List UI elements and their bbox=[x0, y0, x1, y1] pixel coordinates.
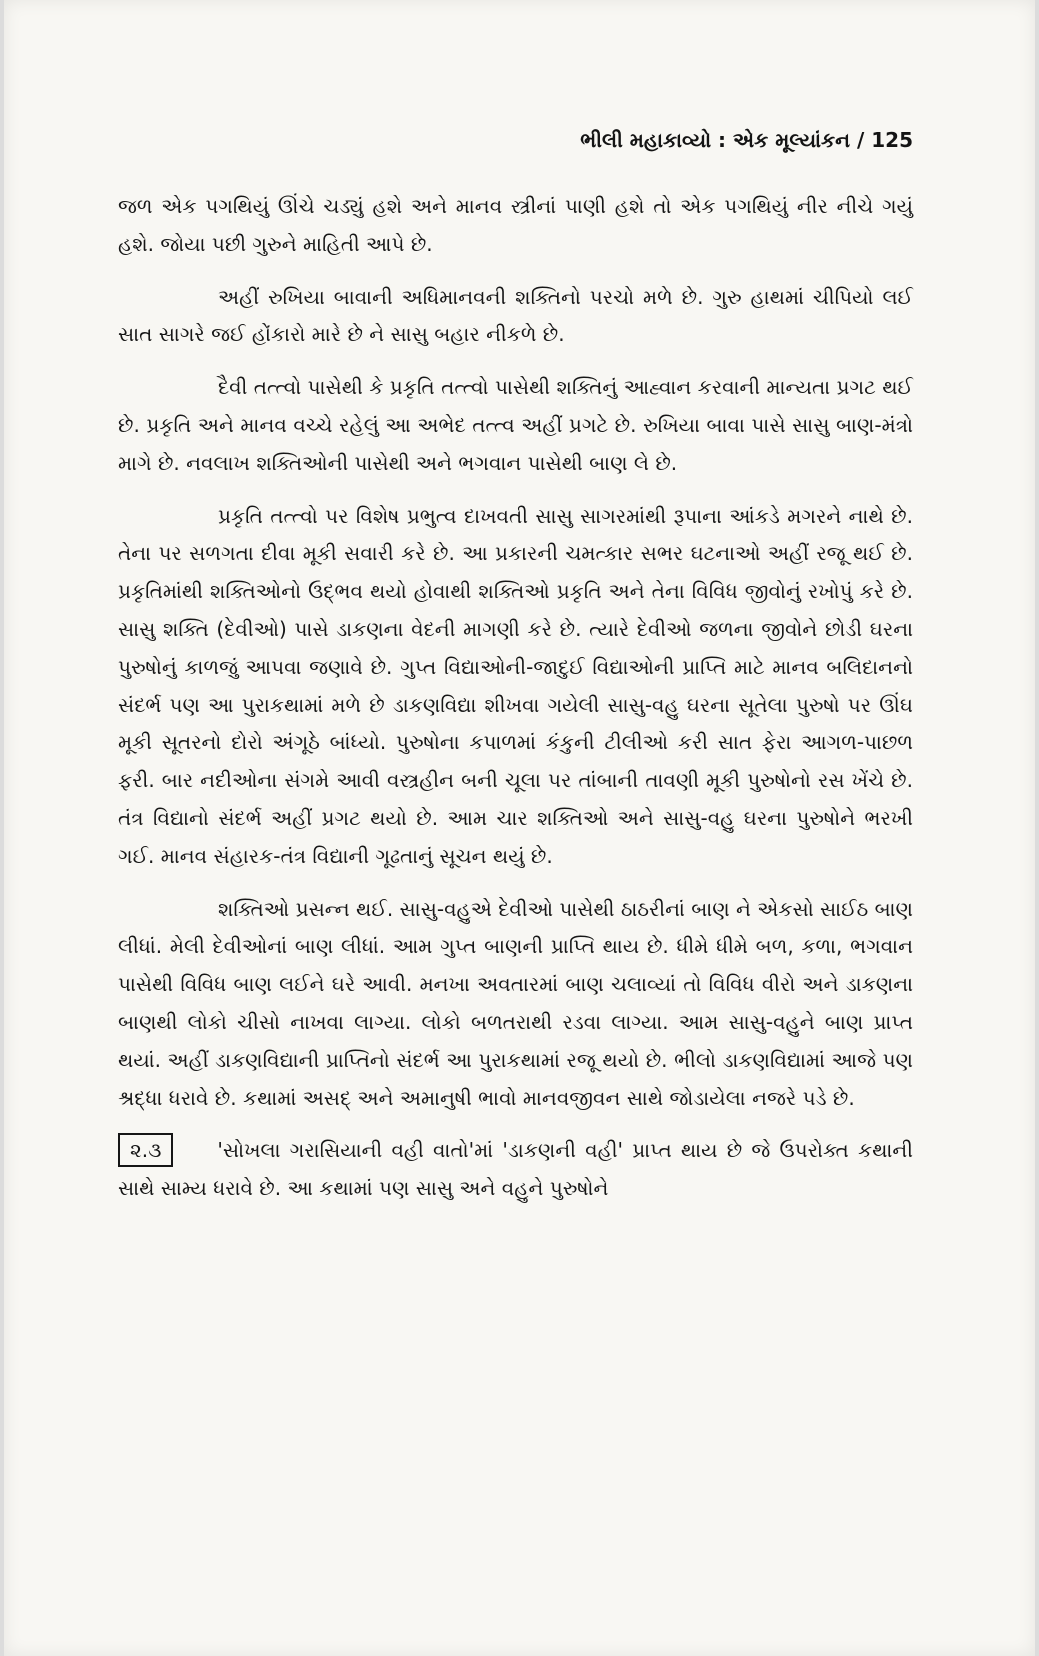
book-page bbox=[4, 0, 1035, 1656]
paragraph-3: દૈવી તત્ત્વો પાસેથી કે પ્રકૃતિ તત્ત્વો પાસેથી શક્તિનું આહ્વાન કરવાની માન્યતા પ્રગટ થઈ છે. પ્રકૃતિ અને માનવ વચ્ચે રહેલું આ અભેદ તત્ત્વ અહીં પ્રગટે છે. રુખિયા બાવા પાસે સાસુ બાણ-મંત્રો માગે છે. નવલાખ શક્તિઓની પાસેથી અને ભગવાન પાસેથી બાણ લે છે. bbox=[118, 375, 913, 475]
section-number-box: ૨.૩ bbox=[118, 1133, 173, 1167]
paragraph-5: શક્તિઓ પ્રસન્ન થઈ. સાસુ-વહુએ દેવીઓ પાસેથી ઠાઠરીનાં બાણ ને એકસો સાઈઠ બાણ લીધાં. મેલી દેવીઓનાં બાણ લીધાં. આમ ગુપ્ત બાણની પ્રાપ્તિ થાય છે. ધીમે ધીમે બળ, કળા, ભગવાન પાસેથી વિવિધ બાણ લઈને ઘરે આવી. મનખા અવતારમાં બાણ ચલાવ્યાં તો વિવિધ વીરો અને ડાકણના બાણથી લોકો ચીસો નાખવા લાગ્યા. લોકો બળતરાથી રડવા લાગ્યા. આમ સાસુ-વહુને બાણ પ્રાપ્ત થયાં. અહીં ડાકણવિદ્યાની પ્રાપ્તિનો સંદર્ભ આ પુરાકથામાં રજૂ થયો છે. ભીલો ડાકણવિદ્યામાં આજે પણ શ્રદ્ધા ધરાવે છે. કથામાં અસદ્ અને અમાનુષી ભાવો માનવજીવન સાથે જોડાયેલા નજરે પડે છે. bbox=[118, 896, 914, 1110]
paragraph-2: અહીં રુખિયા બાવાની અધિમાનવની શક્તિનો પરચો મળે છે. ગુરુ હાથમાં ચીપિયો લઈ સાત સાગરે જઈ હોંકારો મારે છે ને સાસુ બહાર નીકળે છે. bbox=[118, 284, 913, 347]
body-text bbox=[118, 188, 913, 1223]
section-text: 'સોખલા ગરાસિયાની વહી વાતો'માં 'ડાકણની વહી' પ્રાપ્ત થાય છે જે ઉપરોક્ત કથાની સાથે સામ્ય ધરાવે છે. આ કથામાં પણ સાસુ અને વહુને પુરુષોને bbox=[118, 1138, 913, 1201]
running-header: ભીલી મહાકાવ્યો : એક મૂલ્યાંકન / 125 bbox=[580, 128, 913, 152]
section-paragraph bbox=[118, 1132, 913, 1208]
paragraph-4: પ્રકૃતિ તત્ત્વો પર વિશેષ પ્રભુત્વ દાખવતી સાસુ સાગરમાંથી રૂપાના આંકડે મગરને નાથે છે. તેના પર સળગતા દીવા મૂકી સવારી કરે છે. આ પ્રકારની ચમત્કાર સભર ઘટનાઓ અહીં રજૂ થઈ છે. પ્રકૃતિમાંથી શક્તિઓનો ઉદ્ભવ થયો હોવાથી શક્તિઓ પ્રકૃતિ અને તેના વિવિધ જીવોનું રખોપું કરે છે. સાસુ શક્તિ (દેવીઓ) પાસે ડાકણના વેદની માગણી કરે છે. ત્યારે દેવીઓ જળના જીવોને છોડી ઘરના પુરુષોનું કાળજું આપવા જણાવે છે. ગુપ્ત વિદ્યાઓની-જાદુઈ વિદ્યાઓની પ્રાપ્તિ માટે માનવ બલિદાનનો સંદર્ભ પણ આ પુરાકથામાં મળે છે ડાકણવિદ્યા શીખવા ગયેલી સાસુ-વહુ ઘરના સૂતેલા પુરુષો પર ઊંઘ મૂકી સૂતરનો દોરો અંગૂઠે બાંધ્યો. પુરુષોના કપાળમાં કંકુની ટીલીઓ કરી સાત ફેરા આગળ-પાછળ ફરી. બાર નદીઓના સંગમે આવી વસ્ત્રહીન બની ચૂલા પર તાંબાની તાવણી મૂકી પુરુષોનો રસ ખેંચે છે. તંત્ર વિદ્યાનો સંદર્ભ અહીં પ્રગટ થયો છે. આમ ચાર શક્તિઓ અને સાસુ-વહુ ઘરના પુરુષોને ભરખી ગઈ. માનવ સંહારક-તંત્ર વિદ્યાની ગૂઢતાનું સૂચન થયું છે. bbox=[118, 503, 913, 868]
paragraph-1: જળ એક પગથિયું ઊંચે ચડ્યું હશે અને માનવ સ્ત્રીનાં પાણી હશે તો એક પગથિયું નીર નીચે ગયું હશે. જોયા પછી ગુરુને માહિતી આપે છે. bbox=[118, 194, 913, 256]
